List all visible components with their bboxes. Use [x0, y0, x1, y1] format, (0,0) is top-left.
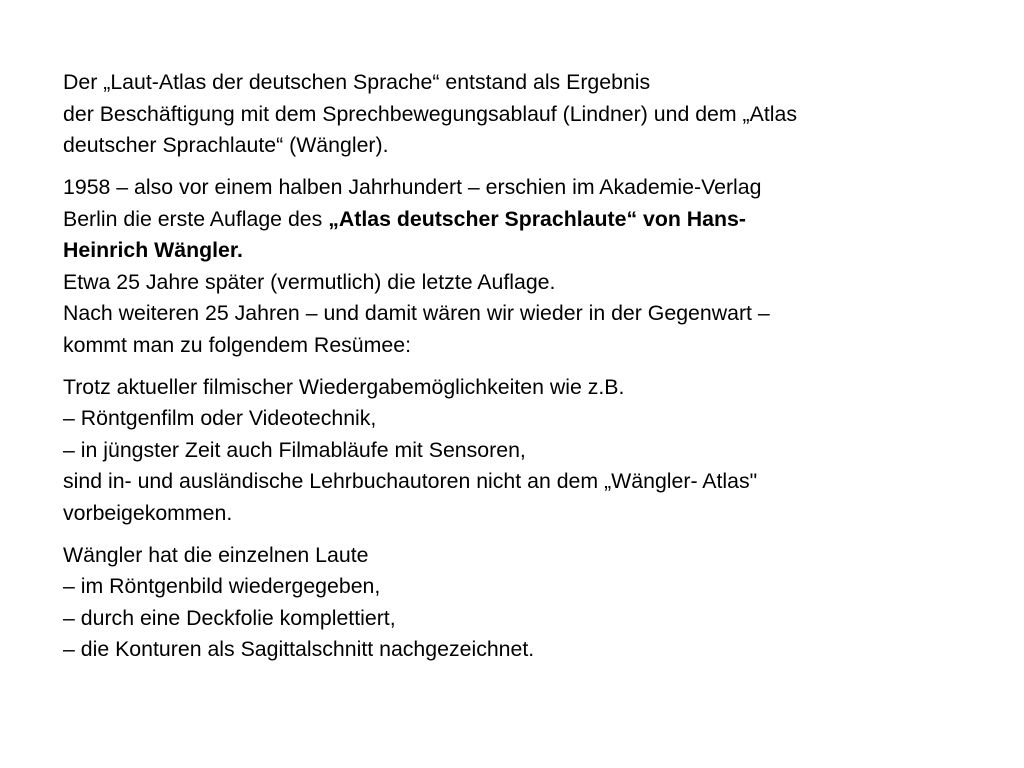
list-item: – in jüngster Zeit auch Filmabläufe mit Sensoren, [63, 437, 526, 462]
paragraph-publication-history [63, 172, 963, 361]
text-line: kommt man zu folgendem Resümee: [63, 332, 411, 357]
text-line [63, 204, 963, 236]
text-line: Nach weiteren 25 Jahren – und damit wären wir wieder in der Gegenwart – [63, 301, 770, 325]
text-segment: Berlin die erste Auflage des [63, 206, 329, 231]
text-line: Der „Laut-Atlas der deutschen Sprache“ entstand als Ergebnis [63, 70, 651, 94]
list-item: – im Röntgenbild wiedergegeben, [63, 574, 381, 598]
text-line: sind in- und ausländische Lehrbuchautoren nicht an dem „Wängler- Atlas" [63, 469, 758, 493]
text-line: Trotz aktueller filmischer Wiedergabemöglichkeiten wie z.B. [63, 374, 625, 399]
list-item: – Röntgenfilm oder Videotechnik, [63, 406, 377, 430]
slide-text-body [63, 67, 963, 666]
text-line: 1958 – also vor einem halben Jahrhundert – erschien im Akademie-Verlag [63, 175, 762, 199]
paragraph-modern-techniques [63, 372, 963, 530]
list-item: – die Konturen als Sagittalschnitt nachgezeichnet. [63, 637, 535, 661]
book-title-bold: „Atlas deutscher Sprachlaute“ von Hans- [328, 206, 746, 231]
text-line: der Beschäftigung mit dem Sprechbewegungsablauf (Lindner) und dem „Atlas [63, 101, 797, 126]
text-line: Wängler hat die einzelnen Laute [63, 542, 369, 567]
author-name-bold: Heinrich Wängler. [63, 238, 243, 262]
text-line: vorbeigekommen. [63, 500, 233, 525]
text-line: Etwa 25 Jahre später (vermutlich) die letzte Auflage. [63, 269, 556, 294]
paragraph-waengler-method [63, 540, 963, 666]
list-item: – durch eine Deckfolie komplettiert, [63, 605, 396, 630]
text-line: deutscher Sprachlaute“ (Wängler). [63, 133, 389, 157]
paragraph-atlas-origin [63, 67, 963, 162]
